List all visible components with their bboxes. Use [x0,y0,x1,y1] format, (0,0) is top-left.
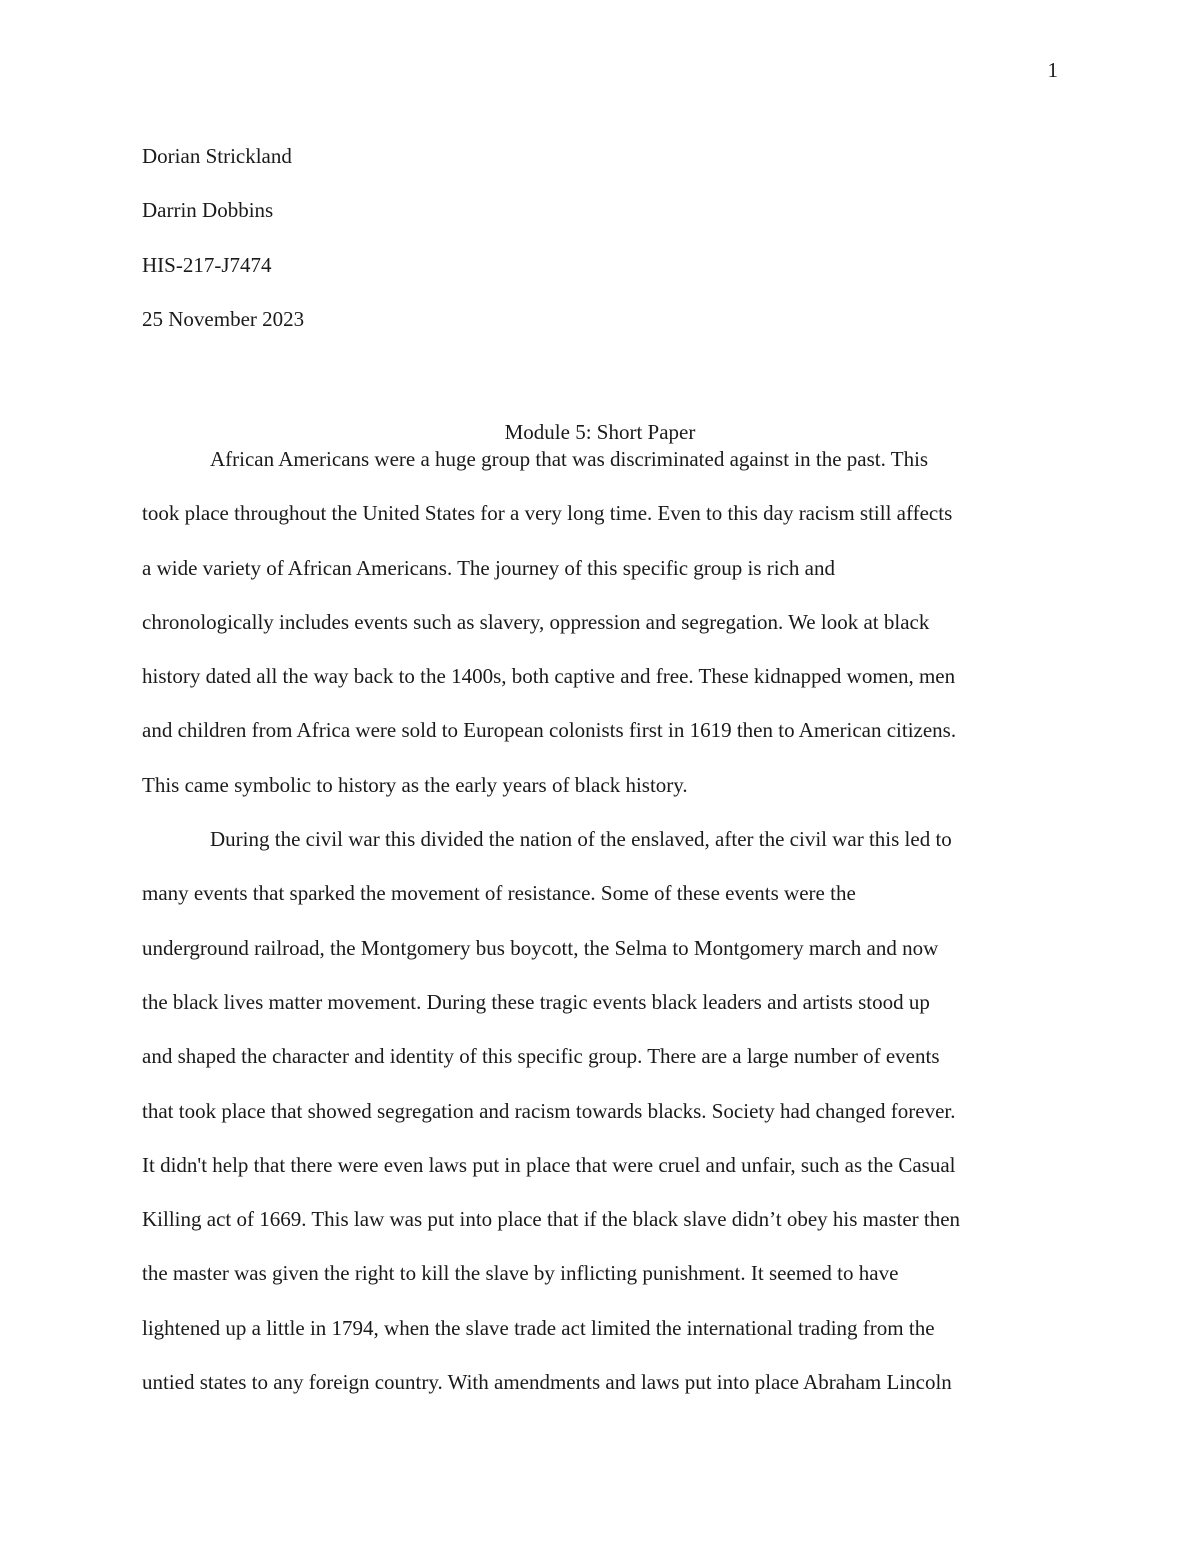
page-number: 1 [1047,58,1058,82]
body-line: African Americans were a huge group that was discriminated against in the past. This [210,447,929,471]
body-line: underground railroad, the Montgomery bus boycott, the Selma to Montgomery march and now [142,935,939,960]
instructor-name: Darrin Dobbins [142,198,274,223]
body-line: the black lives matter movement. During these tragic events black leaders and artists stood up [142,989,930,1014]
mla-heading [142,142,1058,359]
body-line: chronologically includes events such as slavery, oppression and segregation. We look at black [142,609,930,634]
student-name: Dorian Strickland [142,144,292,168]
body-line: a wide variety of African Americans. The journey of this specific group is rich and [142,555,835,580]
body-line: Killing act of 1669. This law was put into place that if the black slave didn’t obey his master then [142,1207,961,1232]
body-line: that took place that showed segregation and racism towards blacks. Society had changed forever. [142,1098,956,1123]
body-line: During the civil war this divided the nation of the enslaved, after the civil war this led to [210,827,952,852]
body-line: took place throughout the United States for a very long time. Even to this day racism still affects [142,501,953,526]
body-line: It didn't help that there were even laws put in place that were cruel and unfair, such as the Casual [142,1152,956,1177]
body-line: and shaped the character and identity of this specific group. There are a large number of events [142,1044,940,1069]
body-line: lightened up a little in 1794, when the slave trade act limited the international trading from the [142,1315,935,1340]
body-line: and children from Africa were sold to European colonists first in 1619 then to American citizens. [142,718,957,743]
body-line: many events that sparked the movement of resistance. Some of these events were the [142,881,856,906]
paper-title: Module 5: Short Paper [504,420,696,444]
body-line: history dated all the way back to the 1400s, both captive and free. These kidnapped women, men [142,664,956,689]
paper-body [142,445,1058,1422]
course-code: HIS-217-J7474 [142,252,272,277]
paper-date: 25 November 2023 [142,306,305,331]
body-line: the master was given the right to kill the slave by inflicting punishment. It seemed to have [142,1261,899,1286]
body-line: untied states to any foreign country. With amendments and laws put into place Abraham Lincoln [142,1370,952,1395]
body-line: This came symbolic to history as the early years of black history. [142,772,688,797]
